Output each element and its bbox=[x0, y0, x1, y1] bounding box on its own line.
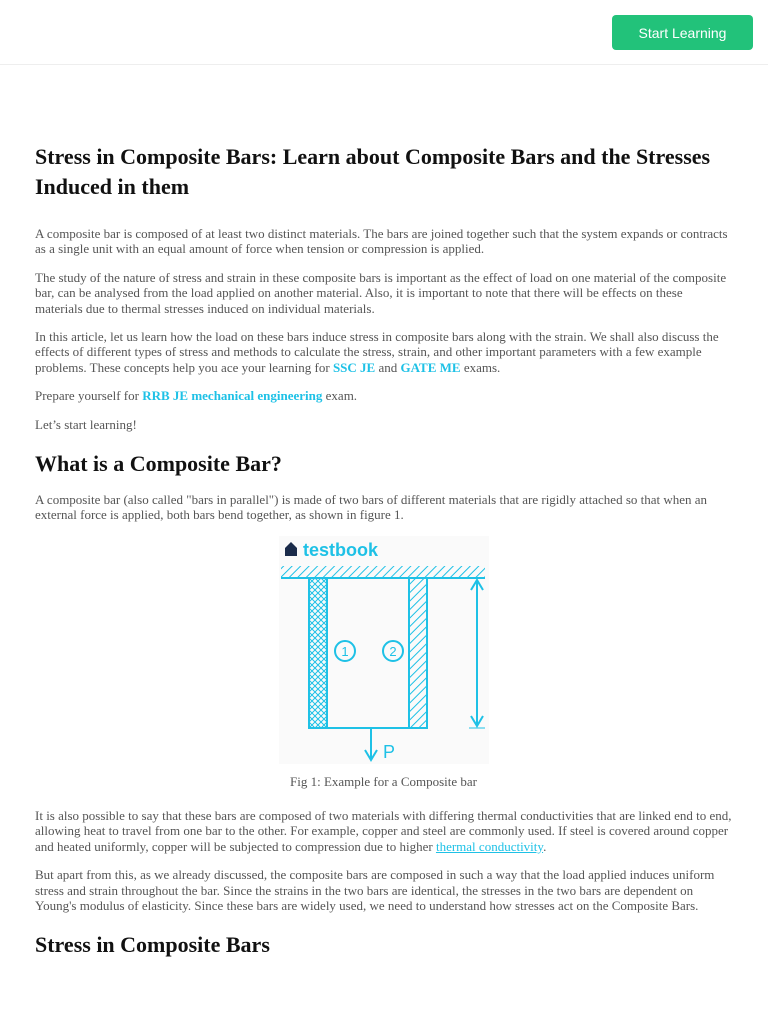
rrb-je-link[interactable]: RRB JE mechanical engineering bbox=[142, 388, 323, 404]
label-2: 2 bbox=[388, 643, 397, 659]
text: In this article, let us learn how the load on these bars induce stress in composite bars along with the strain. We shall also discuss the effects of different types of stress and methods to calculate the stress, strain, and other important parameters with a few example problems. These concepts help you ace your learning for bbox=[35, 329, 719, 375]
figure-caption: Fig 1: Example for a Composite bar bbox=[289, 773, 478, 789]
composite-bar-diagram bbox=[279, 536, 489, 764]
label-1: 1 bbox=[340, 643, 349, 659]
paragraph-prepare bbox=[35, 388, 732, 403]
testbook-logo-text: testbook bbox=[302, 539, 378, 560]
text: . bbox=[543, 838, 547, 854]
gate-me-link[interactable]: GATE ME bbox=[400, 359, 461, 375]
paragraph-composite-definition: A composite bar (also called "bars in parallel") is made of two bars of different materials that are rigidly attached so that when an external force is applied, both bars bend together, as shown in figure 1. bbox=[35, 492, 708, 523]
section-heading-composite-bar: What is a Composite Bar? bbox=[35, 451, 282, 477]
start-learning-button[interactable]: Start Learning bbox=[612, 15, 753, 50]
article-title: Stress in Composite Bars: Learn about Composite Bars and the Stresses Induced in them bbox=[35, 144, 711, 199]
thermal-conductivity-link[interactable]: thermal conductivity bbox=[435, 838, 544, 854]
paragraph-start: Let’s start learning! bbox=[35, 416, 137, 432]
text: exams. bbox=[460, 359, 501, 375]
load-label: P bbox=[382, 741, 395, 762]
paragraph-thermal bbox=[35, 808, 732, 854]
bar-2 bbox=[409, 578, 427, 728]
text: exam. bbox=[322, 388, 358, 404]
figure-composite-bar bbox=[35, 536, 732, 790]
paragraph-intro: A composite bar is composed of at least two distinct materials. The bars are joined together such that the system expands or contracts as a single unit with an equal amount of force when tension or compression is applied. bbox=[35, 226, 728, 257]
ssc-je-link[interactable]: SSC JE bbox=[332, 359, 376, 375]
text: and bbox=[375, 359, 401, 375]
paragraph-uniform-stress: But apart from this, as we already discussed, the composite bars are composed in such a way that the load applied induces uniform stress and strain throughout the bar. Since the strains in the two bars are identical, the stresses in the two bars are dependent on Young's modulus of elasticity. Since these bars are widely used, we need to understand how stresses act on the Composite Bars. bbox=[35, 867, 715, 913]
bar-1 bbox=[309, 578, 327, 728]
paragraph-article-overview bbox=[35, 329, 732, 375]
section-heading-stress: Stress in Composite Bars bbox=[35, 932, 270, 958]
text: It is also possible to say that these bars are composed of two materials with differing thermal conductivities that are linked end to end, allowing heat to travel from one bar to the other. For example, copper and steel are commonly used. If steel is covered around copper and heated uniformly, copper will be subjected to compression due to higher bbox=[35, 807, 732, 854]
text: Prepare yourself for bbox=[35, 388, 143, 404]
article bbox=[35, 142, 732, 973]
top-bar bbox=[0, 0, 768, 65]
fixed-support bbox=[281, 566, 485, 578]
paragraph-study: The study of the nature of stress and strain in these composite bars is important as the effect of load on one material of the composite bar, can be analysed from the load applied on another material. Also, it is important to note that there will be effects on these materials due to thermal stresses induced on individual materials. bbox=[35, 269, 727, 316]
